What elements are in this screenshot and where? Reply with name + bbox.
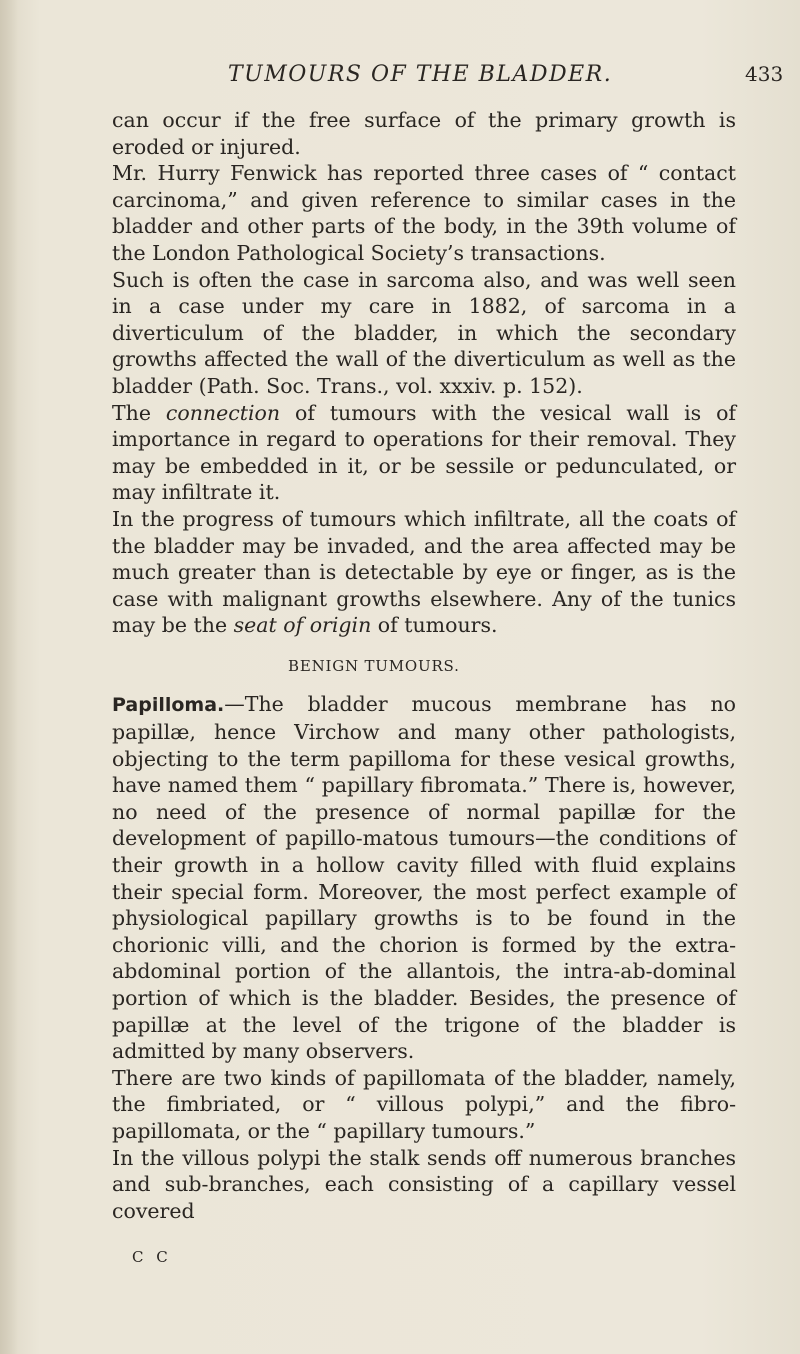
paragraph-1: can occur if the free surface of the primary growth is eroded or injured. xyxy=(112,108,736,159)
paragraph-4-rest: of tumours with the vesical wall is of importance in regard to operations for their removal. They may be embedded in it, or be sessile or pedunculated, or may infiltrate it. xyxy=(112,400,736,505)
paragraph-papilloma xyxy=(112,691,736,1064)
seat-of-origin-emphasis: seat of origin xyxy=(233,613,372,638)
connection-emphasis: connection xyxy=(165,400,281,425)
paragraph-2: Mr. Hurry Fenwick has reported three cases of “ contact carcinoma,” and given reference to similar cases in the bladder and other parts of the body, in the 39th volume of the London Pathological Society’s transactions. xyxy=(112,161,736,265)
paragraph-5-rest: of tumours. xyxy=(371,613,498,638)
binding-shadow xyxy=(0,0,18,1354)
paragraph-5-start: In the progress of tumours which infiltrate, all the coats of the bladder may be invaded, and the area affected may be much greater than is detectable by eye or finger, as is the case with malignant growths elsewhere. Any of the tunics may be the xyxy=(112,506,736,638)
run-in-heading: Papilloma. xyxy=(112,694,225,717)
signature-mark: C C xyxy=(132,1248,172,1266)
paragraph-3: Such is often the case in sarcoma also, and was well seen in a case under my care in 1882, of sarcoma in a diverticulum of the bladder, in which the secondary growths affected the wall of the diverticulum as well as the bladder (Path. Soc. Trans., vol. xxxiv. p. 152). xyxy=(112,267,736,398)
page-header xyxy=(0,62,800,92)
paragraph-4 xyxy=(112,400,736,506)
paragraph-8: In the villous polypi the stalk sends off numerous branches and sub-branches, each consisting of a capillary vessel covered xyxy=(112,1145,736,1223)
paragraph-7: There are two kinds of papillomata of the bladder, namely, the fimbriated, or “ villous polypi,” and the fibro-papillomata, or the “ papillary tumours.” xyxy=(112,1065,736,1143)
running-head: TUMOURS OF THE BLADDER. xyxy=(228,62,613,87)
body-text xyxy=(112,107,736,1224)
section-title: BENIGN TUMOURS. xyxy=(288,656,460,675)
papilloma-text: —The bladder mucous membrane has no papillæ, hence Virchow and many other pathologists, objecting to the term papilloma for these vesical growths, have named them “ papillary fibromata.” There is, however, no need of the presence of normal papillæ for the development of papillo-matous tumours—the conditions of their growth in a hollow cavity filled with fluid explains their special form. Moreover, the most perfect example of physiological papillary growths is to be found in the chorionic villi, and the chorion is formed by the extra-abdominal portion of the allantois, the intra-ab-dominal portion of which is the bladder. Besides, the presence of papillæ at the level of the trigone of the bladder is admitted by many observers. xyxy=(112,692,736,1064)
paragraph-5 xyxy=(112,506,736,639)
paragraph-4-start: The xyxy=(112,400,166,425)
page-number: 433 xyxy=(745,62,784,86)
